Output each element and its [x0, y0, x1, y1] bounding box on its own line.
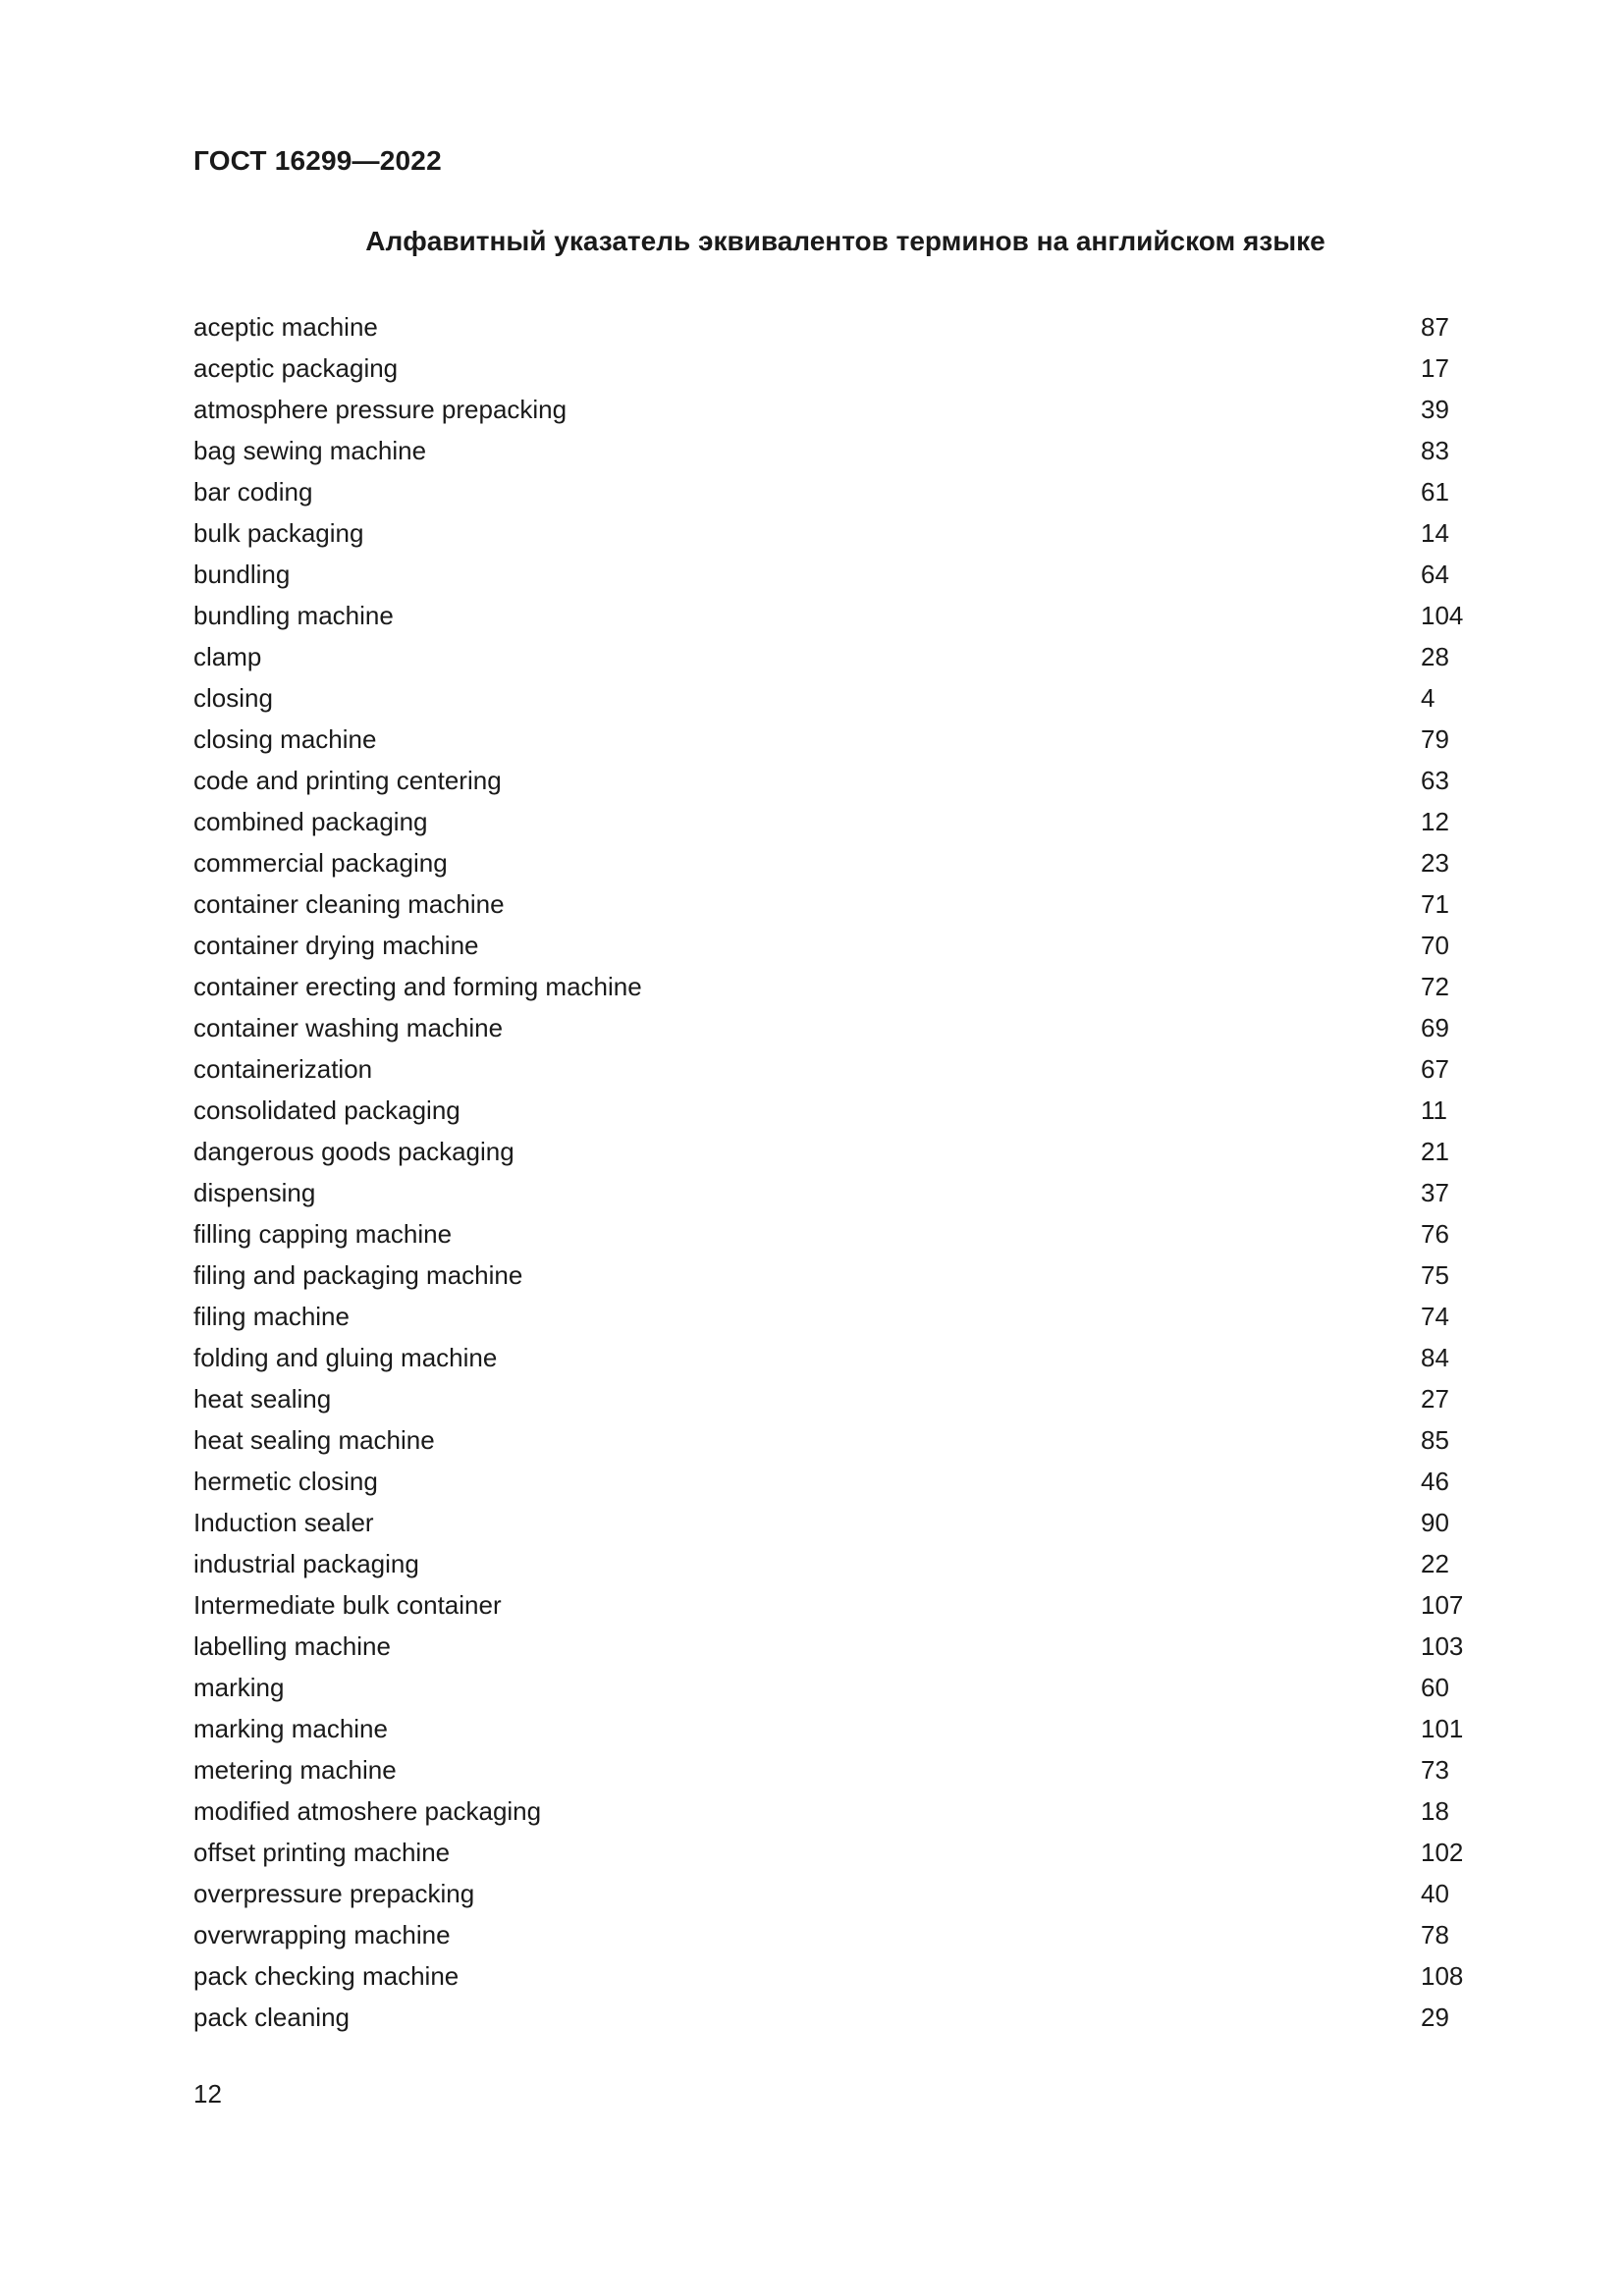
entry-number: 78 [1421, 1920, 1449, 1949]
entry-term: heat sealing [193, 1384, 332, 1414]
entry-number: 74 [1421, 1302, 1449, 1331]
index-entry [193, 1502, 1470, 1543]
entry-term: aceptic packaging [193, 353, 399, 383]
index-entry [193, 1378, 1470, 1419]
entry-term: hermetic closing [193, 1467, 378, 1496]
entry-number: 84 [1421, 1343, 1449, 1372]
index-entry [193, 1955, 1470, 1997]
entry-number: 22 [1421, 1549, 1449, 1578]
index-title: Алфавитный указатель эквивалентов терминов на английском языке [365, 226, 1326, 256]
entry-number: 79 [1421, 724, 1449, 754]
index-entry [193, 719, 1470, 760]
index-entry [193, 430, 1470, 471]
entry-term: metering machine [193, 1755, 397, 1785]
entry-term: bundling [193, 560, 291, 589]
index-entry [193, 1832, 1470, 1873]
entry-term: container washing machine [193, 1013, 504, 1042]
entry-number: 76 [1421, 1219, 1449, 1249]
entry-number: 17 [1421, 353, 1449, 383]
entry-number: 104 [1421, 601, 1464, 630]
index-entry [193, 1172, 1470, 1213]
index-entry [193, 883, 1470, 925]
entry-number: 29 [1421, 2002, 1449, 2032]
entry-term: commercial packaging [193, 848, 448, 878]
entry-term: closing machine [193, 724, 377, 754]
entry-term: code and printing centering [193, 766, 502, 795]
entry-term: marking machine [193, 1714, 388, 1743]
index-entry [193, 1007, 1470, 1048]
entry-number: 85 [1421, 1425, 1449, 1455]
entry-term: overpressure prepacking [193, 1879, 475, 1908]
document-code: ГОСТ 16299—2022 [193, 145, 442, 176]
index-entry [193, 677, 1470, 719]
index-entry [193, 389, 1470, 430]
entry-number: 87 [1421, 312, 1449, 342]
index-entry [193, 1584, 1470, 1626]
entry-number: 67 [1421, 1054, 1449, 1084]
entry-number: 18 [1421, 1796, 1449, 1826]
entry-term: bar coding [193, 477, 313, 507]
index-entry [193, 842, 1470, 883]
entry-term: bundling machine [193, 601, 394, 630]
index-entry [193, 1213, 1470, 1255]
entry-number: 101 [1421, 1714, 1464, 1743]
index-entry [193, 471, 1470, 512]
entry-number: 63 [1421, 766, 1449, 795]
entry-number: 103 [1421, 1631, 1464, 1661]
index-entry [193, 1708, 1470, 1749]
index-entry [193, 636, 1470, 677]
entry-number: 4 [1421, 683, 1435, 713]
entry-term: folding and gluing machine [193, 1343, 498, 1372]
entry-term: combined packaging [193, 807, 428, 836]
entry-term: Intermediate bulk container [193, 1590, 502, 1620]
entry-term: container erecting and forming machine [193, 972, 642, 1001]
entry-term: bulk packaging [193, 518, 364, 548]
entry-number: 11 [1421, 1095, 1447, 1125]
entry-term: closing [193, 683, 273, 713]
entry-number: 102 [1421, 1838, 1464, 1867]
index-entry [193, 306, 1470, 347]
entry-number: 23 [1421, 848, 1449, 878]
entry-term: industrial packaging [193, 1549, 419, 1578]
entry-number: 83 [1421, 436, 1449, 465]
index-entry [193, 1337, 1470, 1378]
entry-number: 61 [1421, 477, 1449, 507]
entry-number: 46 [1421, 1467, 1449, 1496]
entry-term: pack checking machine [193, 1961, 460, 1991]
index-entry [193, 966, 1470, 1007]
entry-number: 71 [1421, 889, 1449, 919]
entry-term: pack cleaning [193, 2002, 350, 2032]
entry-number: 37 [1421, 1178, 1449, 1207]
index-entry [193, 1914, 1470, 1955]
entry-term: dispensing [193, 1178, 316, 1207]
entry-number: 40 [1421, 1879, 1449, 1908]
index-entry [193, 1667, 1470, 1708]
entry-term: marking [193, 1673, 285, 1702]
index-entry [193, 925, 1470, 966]
index-entry [193, 1419, 1470, 1461]
entry-term: filing machine [193, 1302, 350, 1331]
entry-number: 70 [1421, 931, 1449, 960]
index-entry [193, 1749, 1470, 1790]
index-entry [193, 760, 1470, 801]
index-entry [193, 801, 1470, 842]
entry-number: 39 [1421, 395, 1449, 424]
entry-term: heat sealing machine [193, 1425, 435, 1455]
entry-number: 90 [1421, 1508, 1449, 1537]
index-entry [193, 1048, 1470, 1090]
entry-term: labelling machine [193, 1631, 391, 1661]
entry-number: 75 [1421, 1260, 1449, 1290]
entry-number: 12 [1421, 807, 1449, 836]
entry-number: 28 [1421, 642, 1449, 671]
index-entry [193, 1790, 1470, 1832]
entry-number: 69 [1421, 1013, 1449, 1042]
entry-number: 107 [1421, 1590, 1464, 1620]
entry-term: container drying machine [193, 931, 479, 960]
entry-term: atmosphere pressure prepacking [193, 395, 568, 424]
entry-term: overwrapping machine [193, 1920, 451, 1949]
index-entry [193, 1997, 1470, 2038]
index-entry [193, 595, 1470, 636]
index-entry [193, 347, 1470, 389]
entry-number: 64 [1421, 560, 1449, 589]
entry-term: container cleaning machine [193, 889, 505, 919]
entry-number: 73 [1421, 1755, 1449, 1785]
entry-term: containerization [193, 1054, 373, 1084]
index-entry [193, 554, 1470, 595]
index-entries-list [193, 306, 1470, 2038]
entry-number: 60 [1421, 1673, 1449, 1702]
entry-number: 14 [1421, 518, 1449, 548]
entry-number: 27 [1421, 1384, 1449, 1414]
index-entry [193, 1296, 1470, 1337]
entry-term: offset printing machine [193, 1838, 451, 1867]
entry-term: consolidated packaging [193, 1095, 460, 1125]
entry-number: 108 [1421, 1961, 1464, 1991]
entry-term: bag sewing machine [193, 436, 427, 465]
entry-term: Induction sealer [193, 1508, 374, 1537]
entry-term: aceptic machine [193, 312, 378, 342]
index-entry [193, 1873, 1470, 1914]
page-number: 12 [193, 2079, 222, 2109]
index-entry [193, 1090, 1470, 1131]
entry-term: filling capping machine [193, 1219, 453, 1249]
entry-term: dangerous goods packaging [193, 1137, 514, 1166]
index-entry [193, 512, 1470, 554]
entry-number: 21 [1421, 1137, 1449, 1166]
entry-term: filing and packaging machine [193, 1260, 523, 1290]
entry-number: 72 [1421, 972, 1449, 1001]
index-entry [193, 1626, 1470, 1667]
index-entry [193, 1131, 1470, 1172]
index-entry [193, 1255, 1470, 1296]
entry-term: clamp [193, 642, 262, 671]
entry-term: modified atmoshere packaging [193, 1796, 542, 1826]
index-entry [193, 1543, 1470, 1584]
index-entry [193, 1461, 1470, 1502]
